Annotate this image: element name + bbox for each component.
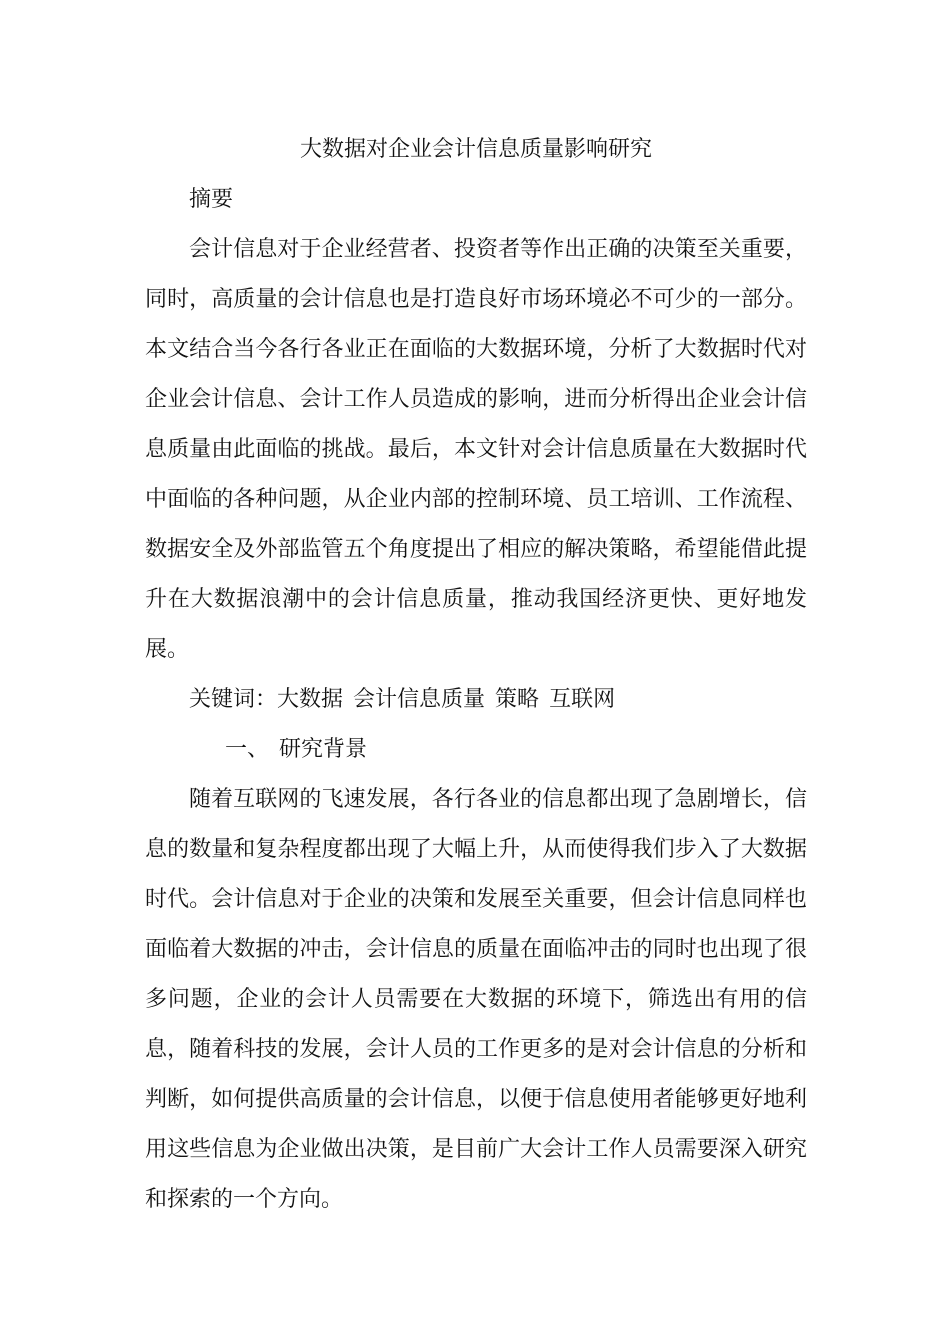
section-number: 一、 — [225, 737, 270, 762]
abstract-heading: 摘要 — [189, 187, 234, 212]
keywords-line — [145, 675, 807, 725]
document-title: 大数据对企业会计信息质量影响研究 — [299, 137, 652, 162]
abstract-paragraph: 会计信息对于企业经营者、投资者等作出正确的决策至关重要，同时，高质量的会计信息也是打造良好市场环境必不可少的一部分。本文结合当今各行各业正在面临的大数据环境，分析了大数据时代对企业会计信息、会计工作人员造成的影响，进而分析得出企业会计信息质量由此面临的挑战。最后，本文针对会计信息质量在大数据时代中面临的各种问题，从企业内部的控制环境、员工培训、工作流程、数据安全及外部监管五个角度提出了相应的解决策略，希望能借此提升在大数据浪潮中的会计信息质量，推动我国经济更快、更好地发展。 — [145, 237, 807, 662]
section-paragraph: 随着互联网的飞速发展，各行各业的信息都出现了急剧增长，信息的数量和复杂程度都出现了大幅上升，从而使得我们步入了大数据时代。会计信息对于企业的决策和发展至关重要，但会计信息同样也面临着大数据的冲击，会计信息的质量在面临冲击的同时也出现了很多问题，企业的会计人员需要在大数据的环境下，筛选出有用的信息，随着科技的发展，会计人员的工作更多的是对会计信息的分析和判断，如何提供高质量的会计信息，以便于信息使用者能够更好地利用这些信息为企业做出决策，是目前广大会计工作人员需要深入研究和探索的一个方向。 — [145, 787, 807, 1212]
keyword-3: 策略 — [495, 687, 540, 712]
keywords-label: 关键词： — [189, 687, 278, 712]
keyword-4: 互联网 — [549, 687, 616, 712]
keyword-2: 会计信息质量 — [353, 687, 486, 712]
section-title: 研究背景 — [279, 737, 368, 762]
document-page — [145, 125, 807, 1225]
section-heading — [145, 725, 807, 775]
keyword-1: 大数据 — [277, 687, 344, 712]
